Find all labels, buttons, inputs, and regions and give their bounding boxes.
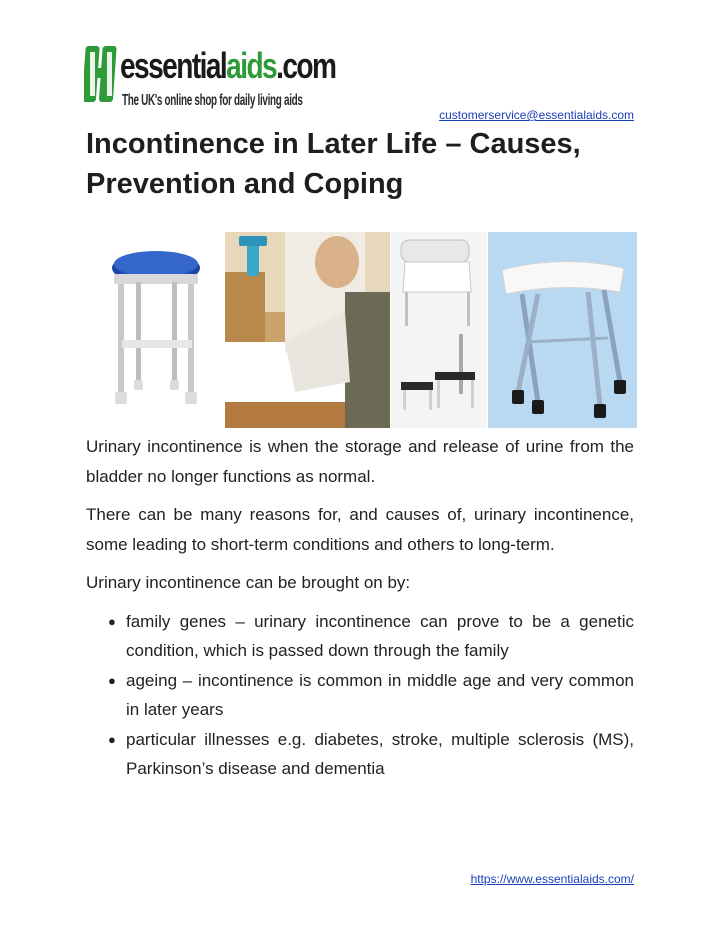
swivel-bath-stool-image	[84, 232, 224, 428]
logo-wordmark	[120, 44, 335, 88]
logo-word-aids: aids	[226, 45, 277, 86]
website-url-link[interactable]: https://www.essentialaids.com/	[470, 872, 634, 886]
list-item-text: particular illnesses e.g. diabetes, stroke, multiple sclerosis (MS), Parkinson’s disease and dementia	[126, 729, 634, 778]
folding-shower-bench-image	[488, 232, 637, 428]
bullet-icon: ●	[108, 731, 116, 747]
essentialaids-logo[interactable]	[84, 42, 336, 118]
bed-protection-sheet-image	[225, 232, 390, 428]
logo-emblem	[84, 42, 120, 108]
bullet-icon: ●	[108, 613, 116, 629]
paragraph-reasons: There can be many reasons for, and causes of, urinary incontinence, some leading to short-term conditions and others to long-term.	[86, 505, 634, 554]
paragraph-causes-intro: Urinary incontinence can be brought on by:	[86, 573, 411, 592]
logo-word-com: .com	[276, 45, 336, 86]
page-title: Incontinence in Later Life – Causes, Prevention and Coping	[86, 128, 581, 200]
list-item	[86, 725, 634, 784]
shower-seat-and-step-image	[391, 232, 487, 428]
logo-word-essential: essential	[120, 45, 227, 86]
article-body	[86, 432, 634, 784]
paragraph-definition: Urinary incontinence is when the storage and release of urine from the bladder no longer functions as normal.	[86, 437, 634, 486]
list-item-text: family genes – urinary incontinence can prove to be a genetic condition, which is passed down through the family	[126, 611, 634, 660]
customer-service-email-link[interactable]: customerservice@essentialaids.com	[439, 108, 634, 122]
bullet-icon: ●	[108, 672, 116, 688]
product-images-strip	[84, 232, 637, 428]
list-item	[86, 607, 634, 666]
logo-tagline: The UK's online shop for daily living aids	[122, 92, 303, 109]
list-item-text: ageing – incontinence is common in middle age and very common in later years	[126, 670, 634, 719]
list-item	[86, 666, 634, 725]
causes-list	[86, 607, 634, 784]
